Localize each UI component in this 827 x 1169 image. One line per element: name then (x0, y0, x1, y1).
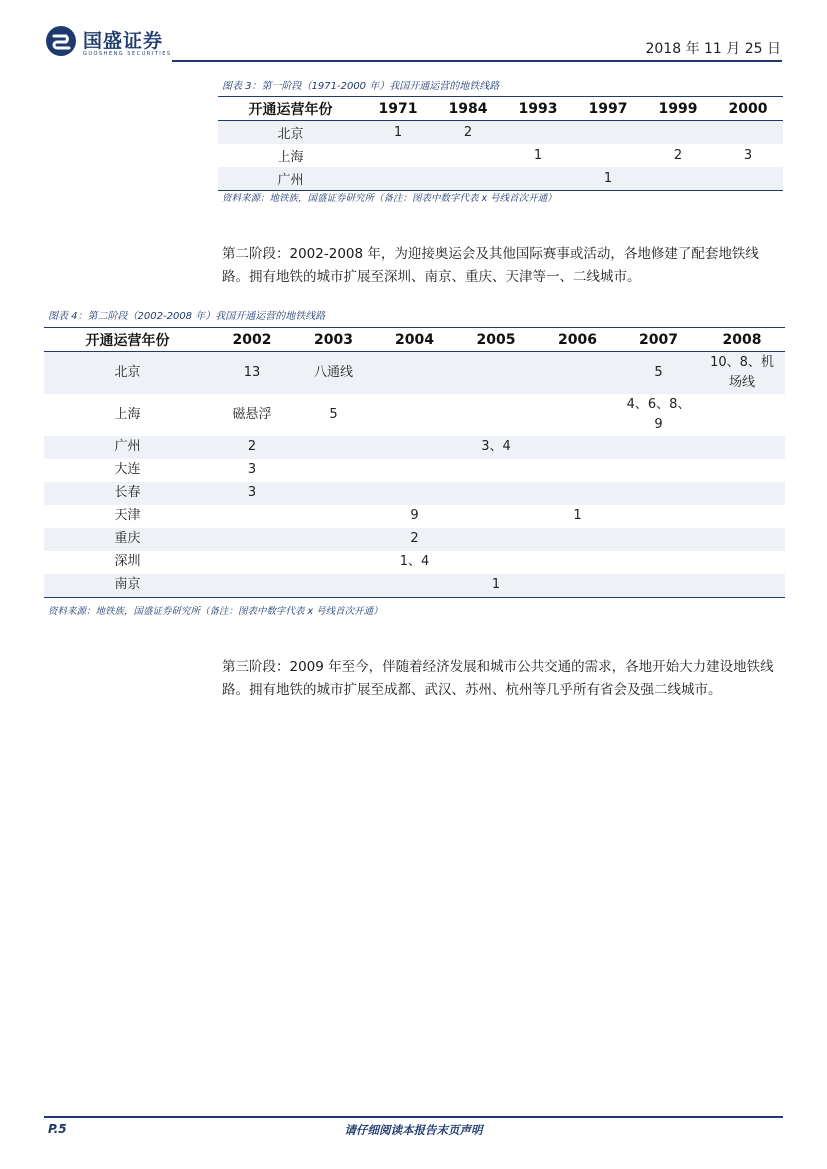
table-cell (618, 528, 699, 551)
table-header-row (44, 328, 785, 352)
table-cell: 5 (329, 406, 338, 422)
table-header-row (218, 97, 783, 121)
table-cell (573, 121, 643, 145)
paragraph-stage3: 第三阶段：2009 年至今，伴随着经济发展和城市公共交通的需求，各地开始大力建设地铁线路。拥有地铁的城市扩展至成都、武汉、苏州、杭州等几乎所有省会及强二线城市。 (222, 659, 774, 698)
column-header: 1997 (573, 97, 643, 121)
column-header: 1984 (433, 97, 503, 121)
column-header: 2002 (211, 328, 293, 352)
column-header: 2006 (537, 328, 618, 352)
table-cell: 八通线 (293, 352, 374, 394)
table-cell: 13 (211, 352, 293, 394)
table-cell (643, 121, 713, 145)
table-row (44, 436, 785, 459)
table-cell (374, 352, 455, 394)
table-cell (537, 528, 618, 551)
table-cell: 2 (673, 148, 683, 163)
table-row (44, 459, 785, 482)
column-header: 2004 (374, 328, 455, 352)
table-cell (503, 121, 573, 145)
column-header: 2007 (618, 328, 699, 352)
table-cell (293, 459, 374, 482)
table-cell (573, 144, 643, 167)
figure4-source: 资料来源：地铁族，国盛证券研究所（备注：图表中数字代表 x 号线首次开通） (48, 606, 383, 617)
table-cell (455, 551, 537, 574)
table-cell (618, 574, 699, 598)
table-cell: 上海 (114, 406, 141, 422)
table-cell: 2 (374, 528, 455, 551)
table-cell: 上海 (277, 150, 304, 165)
table-cell (455, 352, 537, 394)
table-cell: 北京 (218, 121, 363, 145)
table-row (218, 121, 783, 145)
table-cell (699, 394, 785, 436)
table-cell (537, 551, 618, 574)
table-cell: 3、4 (455, 436, 537, 459)
column-header: 2000 (713, 97, 783, 121)
table-cell: 1 (533, 148, 543, 163)
table-cell (374, 482, 455, 505)
table-cell (618, 436, 699, 459)
table-cell (537, 352, 618, 394)
table-row (44, 505, 785, 528)
table-cell (211, 551, 293, 574)
table-cell: 天津 (114, 508, 141, 523)
table-cell (537, 436, 618, 459)
table-cell (699, 528, 785, 551)
table-cell (699, 459, 785, 482)
table-cell (618, 505, 699, 528)
table-cell (699, 505, 785, 528)
table-cell: 3 (211, 482, 293, 505)
column-header: 2003 (293, 328, 374, 352)
table-cell: 广州 (218, 167, 363, 191)
table-cell (211, 574, 293, 598)
report-date: 2018 年 11 月 25 日 (645, 41, 781, 57)
table-cell: 1 (573, 167, 643, 191)
footer-rule (44, 1116, 783, 1118)
table-cell: 1、4 (399, 554, 430, 569)
column-header: 1999 (643, 97, 713, 121)
column-header: 开通运营年份 (44, 328, 211, 352)
guosheng-logo-icon (45, 25, 77, 57)
table-cell (618, 551, 699, 574)
table-row (44, 528, 785, 551)
table-cell (455, 459, 537, 482)
column-header: 2005 (455, 328, 537, 352)
company-logo (45, 24, 172, 58)
table-cell: 10、8、机场线 (699, 352, 785, 394)
table-cell (699, 574, 785, 598)
table-cell (537, 459, 618, 482)
table-cell (374, 459, 455, 482)
table-cell: 1 (455, 574, 537, 598)
figure3-caption: 图表 3：第一阶段（1971-2000 年）我国开通运营的地铁线路 (222, 81, 500, 92)
table-cell (293, 505, 374, 528)
table-cell (455, 394, 537, 436)
table-row (44, 352, 785, 394)
table-cell (537, 574, 618, 598)
table-cell (699, 551, 785, 574)
figure3-source: 资料来源：地铁族，国盛证券研究所（备注：图表中数字代表 x 号线首次开通） (222, 193, 557, 204)
table-cell (699, 482, 785, 505)
table-cell (211, 505, 293, 528)
table-cell: 5 (618, 352, 699, 394)
table-cell (455, 528, 537, 551)
table-row (44, 551, 785, 574)
table-cell (374, 574, 455, 598)
table-cell: 1 (363, 121, 433, 145)
table-row (44, 394, 785, 436)
table-cell: 3 (743, 148, 753, 163)
table-cell: 2 (433, 121, 503, 145)
figure4-table (44, 327, 785, 598)
table-cell (537, 394, 618, 436)
table-cell (455, 482, 537, 505)
table-cell (618, 459, 699, 482)
table-cell: 2 (211, 436, 293, 459)
table-cell: 9 (410, 508, 419, 523)
table-cell (293, 574, 374, 598)
table-cell: 南京 (44, 574, 211, 598)
table-cell: 3 (247, 462, 257, 477)
table-cell (433, 167, 503, 191)
table-cell (455, 505, 537, 528)
table-cell (374, 436, 455, 459)
table-cell: 北京 (44, 352, 211, 394)
table-cell: 磁悬浮 (232, 406, 272, 422)
table-cell: 深圳 (114, 554, 141, 569)
table-cell (503, 167, 573, 191)
footer-disclaimer: 请仔细阅读本报告末页声明 (344, 1123, 483, 1137)
column-header: 1993 (503, 97, 573, 121)
table-cell (713, 121, 783, 145)
paragraph-stage2: 第二阶段：2002-2008 年，为迎接奥运会及其他国际赛事或活动，各地修建了配套地铁线路。拥有地铁的城市扩展至深圳、南京、重庆、天津等一、二线城市。 (222, 246, 759, 285)
table-cell (293, 482, 374, 505)
table-cell (433, 144, 503, 167)
table-row (44, 482, 785, 505)
brand-name: 国盛证券 (83, 30, 164, 52)
figure4-caption: 图表 4：第二阶段（2002-2008 年）我国开通运营的地铁线路 (48, 311, 326, 322)
table-cell (293, 436, 374, 459)
brand-subtitle: GUOSHENG SECURITIES (83, 51, 172, 57)
table-cell (363, 167, 433, 191)
table-cell (699, 436, 785, 459)
column-header: 开通运营年份 (218, 97, 363, 121)
table-cell: 广州 (44, 436, 211, 459)
table-cell (363, 144, 433, 167)
figure3-table (218, 96, 783, 191)
table-cell (713, 167, 783, 191)
table-cell: 1 (573, 508, 582, 523)
column-header: 1971 (363, 97, 433, 121)
table-row (218, 144, 783, 167)
page-number: P.5 (48, 1122, 67, 1136)
table-row (218, 167, 783, 191)
table-cell (643, 167, 713, 191)
column-header: 2008 (699, 328, 785, 352)
table-cell (293, 528, 374, 551)
table-cell (537, 482, 618, 505)
table-cell: 4、6、8、9 (626, 396, 691, 432)
table-cell (293, 551, 374, 574)
header-rule (172, 60, 782, 62)
table-cell: 重庆 (44, 528, 211, 551)
table-cell (374, 394, 455, 436)
table-cell: 长春 (44, 482, 211, 505)
table-cell: 大连 (114, 462, 141, 477)
table-cell (618, 482, 699, 505)
table-cell (211, 528, 293, 551)
table-row (44, 574, 785, 598)
